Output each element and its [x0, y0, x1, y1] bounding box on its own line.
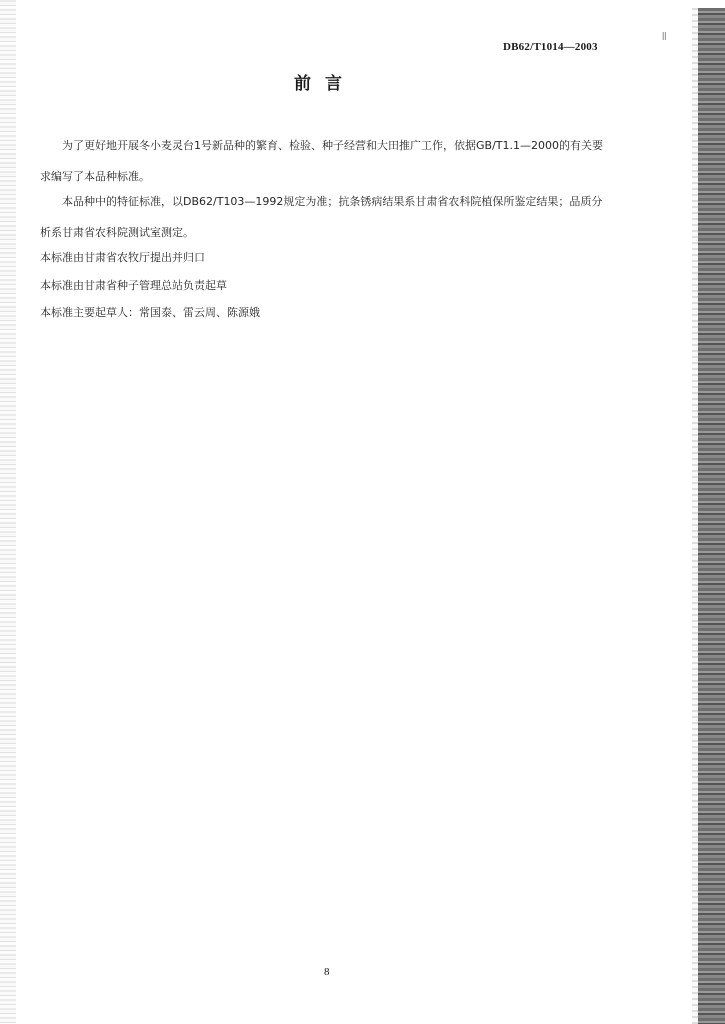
preface-paragraph-5: 本标准主要起草人：常国泰、雷云周、陈源娥: [40, 306, 260, 319]
page-number: 8: [324, 966, 330, 978]
preface-paragraph-2: 本品种中的特征标准，以DB62/T103—1992规定为准；抗条锈病结果系甘肃省农科院植保所鉴定结果；品质分析系甘肃省农科院测试室测定。: [40, 195, 603, 239]
preface-paragraph-4: 本标准由甘肃省种子管理总站负责起草: [40, 279, 227, 292]
page-title: 前言: [294, 74, 356, 94]
preface-paragraph-3: 本标准由甘肃省农牧厅提出并归口: [40, 251, 205, 264]
corner-mark: Ⅱ: [661, 30, 667, 43]
scan-right-edge: [698, 8, 725, 1024]
scan-left-edge: [0, 0, 16, 1024]
preface-paragraph-1: 为了更好地开展冬小麦灵台1号新品种的繁育、检验、种子经营和大田推广工作，依据GB/T1.1—2000的有关要求编写了本品种标准。: [40, 139, 603, 183]
standard-code: DB62/T1014—2003: [503, 41, 598, 53]
